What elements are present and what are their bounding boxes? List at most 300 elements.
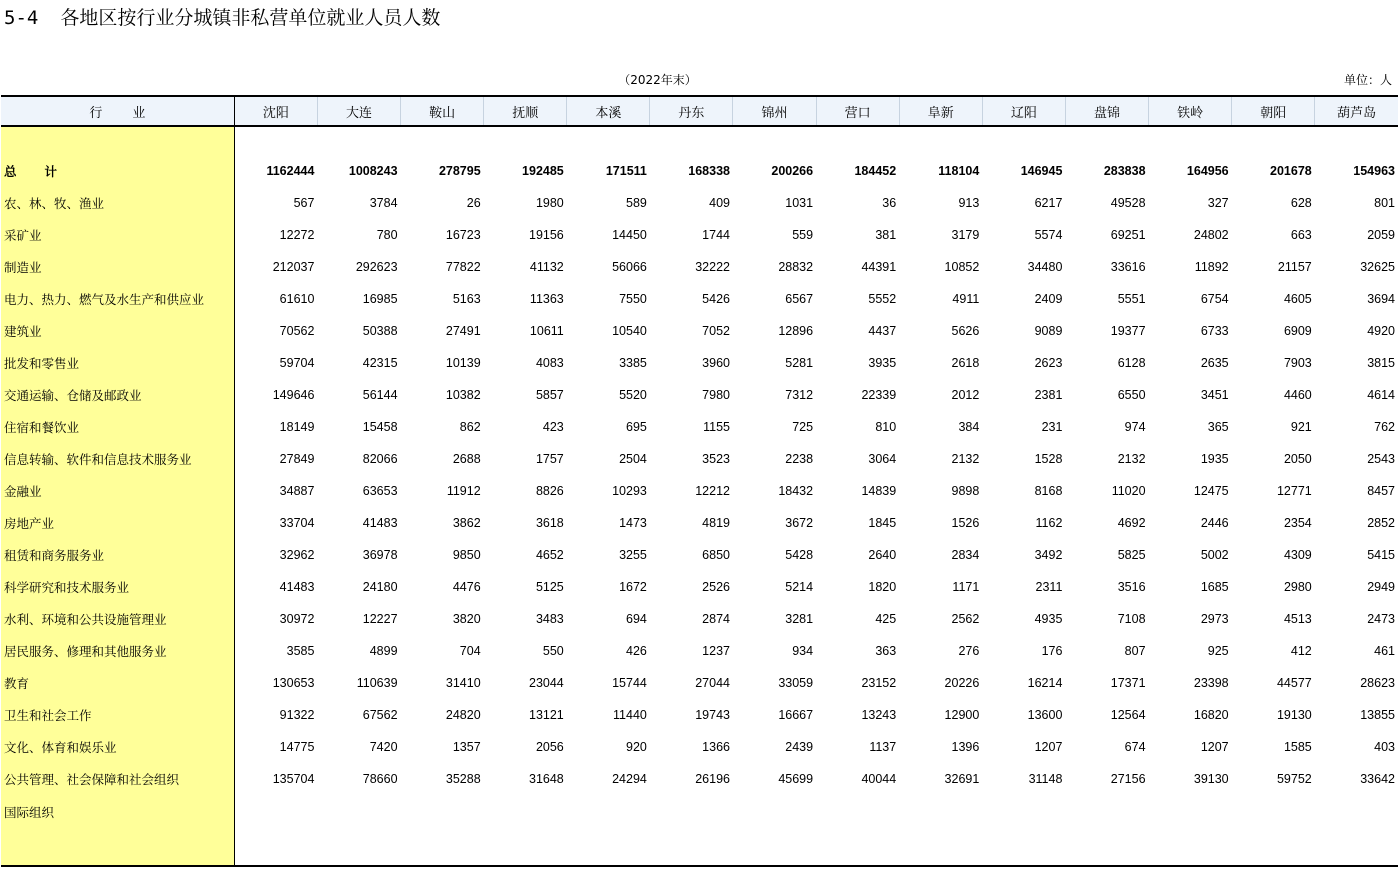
value-cell[interactable]: 1137 — [869, 740, 897, 754]
total-cell[interactable]: 146945 — [1020, 164, 1063, 178]
value-cell[interactable]: 42315 — [362, 356, 398, 370]
value-cell[interactable]: 3862 — [452, 516, 481, 530]
value-cell[interactable]: 24294 — [612, 772, 647, 786]
header-city[interactable]: 抚顺 — [484, 96, 567, 126]
value-cell[interactable]: 32625 — [1360, 260, 1395, 274]
value-cell[interactable]: 13243 — [861, 708, 897, 722]
value-cell[interactable]: 12896 — [778, 324, 814, 338]
value-cell[interactable]: 292623 — [355, 260, 398, 274]
value-cell[interactable]: 1357 — [452, 740, 481, 754]
value-cell[interactable]: 8826 — [535, 484, 564, 498]
value-cell[interactable]: 32691 — [944, 772, 980, 786]
total-label[interactable] — [1, 155, 234, 187]
value-cell[interactable]: 589 — [626, 196, 647, 210]
value-cell[interactable]: 426 — [626, 644, 647, 658]
value-cell[interactable]: 2354 — [1283, 516, 1312, 530]
total-cell[interactable]: 192485 — [522, 164, 564, 178]
value-cell[interactable]: 3492 — [1034, 548, 1063, 562]
value-cell[interactable]: 31148 — [1028, 772, 1063, 786]
industry-label[interactable]: 房地产业 — [1, 507, 234, 539]
value-cell[interactable]: 974 — [1124, 420, 1146, 434]
industry-label[interactable]: 卫生和社会工作 — [1, 699, 234, 731]
value-cell[interactable]: 2056 — [535, 740, 564, 754]
value-cell[interactable]: 24820 — [445, 708, 481, 722]
value-cell[interactable]: 425 — [875, 612, 897, 626]
value-cell[interactable]: 2473 — [1367, 612, 1395, 626]
value-cell[interactable]: 2949 — [1367, 580, 1395, 594]
value-cell[interactable]: 4652 — [535, 548, 564, 562]
value-cell[interactable]: 695 — [626, 420, 647, 434]
value-cell[interactable]: 1935 — [1200, 452, 1229, 466]
value-cell[interactable]: 36 — [882, 196, 897, 210]
value-cell[interactable]: 9089 — [1034, 324, 1063, 338]
value-cell[interactable]: 17371 — [1110, 676, 1146, 690]
value-cell[interactable]: 15744 — [612, 676, 647, 690]
value-cell[interactable]: 2640 — [868, 548, 897, 562]
value-cell[interactable]: 12564 — [1110, 708, 1146, 722]
spacer-cell[interactable] — [1149, 126, 1232, 155]
value-cell[interactable]: 41483 — [362, 516, 398, 530]
value-cell[interactable]: 4605 — [1283, 292, 1312, 306]
value-cell[interactable]: 365 — [1207, 420, 1229, 434]
value-cell[interactable]: 1528 — [1034, 452, 1063, 466]
value-cell[interactable]: 59704 — [279, 356, 315, 370]
industry-label[interactable]: 公共管理、社会保障和社会组织 — [1, 763, 234, 795]
value-cell[interactable]: 176 — [1041, 644, 1063, 658]
industry-label[interactable]: 住宿和餐饮业 — [1, 411, 234, 443]
value-cell[interactable]: 628 — [1290, 196, 1312, 210]
value-cell[interactable]: 4614 — [1367, 388, 1395, 402]
value-cell[interactable]: 27044 — [695, 676, 730, 690]
value-cell[interactable]: 13600 — [1027, 708, 1063, 722]
industry-label[interactable]: 交通运输、仓储及邮政业 — [1, 379, 234, 411]
industry-label[interactable]: 信息转输、软件和信息技术服务业 — [1, 443, 234, 475]
value-cell[interactable]: 5415 — [1367, 548, 1395, 562]
value-cell[interactable]: 12272 — [279, 228, 315, 242]
value-cell[interactable]: 1672 — [619, 580, 647, 594]
value-cell[interactable]: 381 — [875, 228, 897, 242]
value-cell[interactable]: 3694 — [1367, 292, 1395, 306]
value-cell[interactable]: 4513 — [1283, 612, 1312, 626]
value-cell[interactable]: 70562 — [279, 324, 315, 338]
value-cell[interactable]: 23044 — [529, 676, 564, 690]
value-cell[interactable]: 18149 — [279, 420, 315, 434]
industry-label[interactable]: 水利、环境和公共设施管理业 — [1, 603, 234, 635]
value-cell[interactable]: 4476 — [452, 580, 481, 594]
value-cell[interactable]: 16820 — [1193, 708, 1229, 722]
value-cell[interactable]: 11020 — [1111, 484, 1146, 498]
value-cell[interactable]: 2311 — [1035, 580, 1063, 594]
value-cell[interactable]: 32222 — [695, 260, 730, 274]
value-cell[interactable]: 1473 — [619, 516, 647, 530]
spacer-cell[interactable] — [1065, 126, 1148, 155]
header-city[interactable]: 盘锦 — [1065, 96, 1148, 126]
value-cell[interactable]: 807 — [1124, 644, 1146, 658]
value-cell[interactable]: 20226 — [944, 676, 980, 690]
industry-label[interactable]: 农、林、牧、渔业 — [1, 187, 234, 219]
value-cell[interactable]: 3064 — [868, 452, 897, 466]
value-cell[interactable]: 1031 — [785, 196, 814, 210]
spacer-cell[interactable] — [1, 126, 234, 155]
value-cell[interactable]: 5426 — [702, 292, 730, 306]
value-cell[interactable]: 16214 — [1027, 676, 1063, 690]
industry-label[interactable]: 国际组织 — [1, 795, 234, 866]
value-cell[interactable]: 33059 — [778, 676, 814, 690]
value-cell[interactable]: 63653 — [362, 484, 398, 498]
value-cell[interactable]: 61610 — [279, 292, 315, 306]
value-cell[interactable]: 10611 — [529, 324, 564, 338]
value-cell[interactable]: 384 — [958, 420, 980, 434]
value-cell[interactable]: 40044 — [861, 772, 897, 786]
value-cell[interactable]: 1685 — [1200, 580, 1229, 594]
value-cell[interactable]: 5857 — [535, 388, 564, 402]
value-cell[interactable]: 4935 — [1034, 612, 1063, 626]
industry-label[interactable]: 科学研究和技术服务业 — [1, 571, 234, 603]
value-cell[interactable]: 3385 — [619, 356, 647, 370]
value-cell[interactable]: 409 — [709, 196, 730, 210]
value-cell[interactable]: 8168 — [1034, 484, 1063, 498]
value-cell[interactable]: 3483 — [535, 612, 564, 626]
value-cell[interactable]: 56144 — [362, 388, 398, 402]
value-cell[interactable]: 780 — [376, 228, 398, 242]
value-cell[interactable]: 9898 — [951, 484, 980, 498]
value-cell[interactable]: 7052 — [702, 324, 730, 338]
value-cell[interactable]: 34887 — [279, 484, 315, 498]
value-cell[interactable]: 3179 — [951, 228, 980, 242]
value-cell[interactable]: 231 — [1041, 420, 1063, 434]
value-cell[interactable]: 1526 — [951, 516, 980, 530]
value-cell[interactable]: 32962 — [279, 548, 315, 562]
total-cell[interactable]: 278795 — [438, 164, 481, 178]
value-cell[interactable]: 663 — [1290, 228, 1312, 242]
value-cell[interactable]: 7108 — [1117, 612, 1146, 626]
value-cell[interactable]: 412 — [1290, 644, 1312, 658]
value-cell[interactable]: 41132 — [529, 260, 564, 274]
value-cell[interactable]: 59752 — [1276, 772, 1312, 786]
value-cell[interactable] — [1232, 795, 1315, 866]
value-cell[interactable]: 23398 — [1193, 676, 1229, 690]
value-cell[interactable]: 762 — [1374, 420, 1395, 434]
value-cell[interactable]: 423 — [542, 420, 564, 434]
value-cell[interactable]: 2381 — [1034, 388, 1063, 402]
value-cell[interactable]: 913 — [958, 196, 980, 210]
value-cell[interactable]: 19743 — [695, 708, 730, 722]
value-cell[interactable]: 2635 — [1200, 356, 1229, 370]
value-cell[interactable]: 2623 — [1034, 356, 1063, 370]
value-cell[interactable]: 12227 — [362, 612, 398, 626]
value-cell[interactable]: 24802 — [1193, 228, 1229, 242]
total-cell[interactable]: 201678 — [1270, 164, 1312, 178]
value-cell[interactable]: 31410 — [445, 676, 481, 690]
spacer-cell[interactable] — [317, 126, 400, 155]
value-cell[interactable]: 403 — [1374, 740, 1395, 754]
header-city[interactable]: 本溪 — [567, 96, 650, 126]
value-cell[interactable]: 2132 — [1117, 452, 1146, 466]
value-cell[interactable]: 3784 — [369, 196, 398, 210]
value-cell[interactable]: 5125 — [535, 580, 564, 594]
value-cell[interactable]: 50388 — [362, 324, 398, 338]
value-cell[interactable]: 14775 — [279, 740, 315, 754]
total-cell[interactable]: 171511 — [605, 164, 647, 178]
value-cell[interactable]: 33642 — [1360, 772, 1395, 786]
value-cell[interactable]: 15458 — [362, 420, 398, 434]
value-cell[interactable]: 28623 — [1360, 676, 1395, 690]
industry-label[interactable]: 采矿业 — [1, 219, 234, 251]
value-cell[interactable]: 33704 — [279, 516, 315, 530]
value-cell[interactable]: 77822 — [445, 260, 481, 274]
value-cell[interactable]: 16667 — [778, 708, 814, 722]
value-cell[interactable] — [567, 795, 650, 866]
value-cell[interactable]: 13121 — [529, 708, 564, 722]
value-cell[interactable]: 39130 — [1193, 772, 1229, 786]
value-cell[interactable]: 12212 — [695, 484, 730, 498]
value-cell[interactable]: 3523 — [702, 452, 730, 466]
total-cell[interactable]: 184452 — [854, 164, 897, 178]
value-cell[interactable]: 19156 — [529, 228, 564, 242]
value-cell[interactable]: 7903 — [1283, 356, 1312, 370]
value-cell[interactable]: 5214 — [785, 580, 814, 594]
value-cell[interactable]: 5428 — [785, 548, 814, 562]
value-cell[interactable]: 3618 — [535, 516, 564, 530]
value-cell[interactable]: 2980 — [1283, 580, 1312, 594]
industry-label[interactable]: 建筑业 — [1, 315, 234, 347]
value-cell[interactable]: 4920 — [1367, 324, 1395, 338]
value-cell[interactable]: 1820 — [868, 580, 897, 594]
value-cell[interactable]: 461 — [1374, 644, 1395, 658]
value-cell[interactable] — [816, 795, 899, 866]
value-cell[interactable] — [484, 795, 567, 866]
value-cell[interactable] — [1065, 795, 1148, 866]
value-cell[interactable]: 1980 — [535, 196, 564, 210]
industry-label[interactable]: 金融业 — [1, 475, 234, 507]
value-cell[interactable]: 10382 — [445, 388, 481, 402]
value-cell[interactable]: 2446 — [1200, 516, 1229, 530]
value-cell[interactable]: 704 — [459, 644, 481, 658]
value-cell[interactable]: 6754 — [1200, 292, 1229, 306]
spacer-cell[interactable] — [1232, 126, 1315, 155]
value-cell[interactable]: 801 — [1374, 196, 1395, 210]
value-cell[interactable]: 10852 — [944, 260, 980, 274]
value-cell[interactable]: 2050 — [1283, 452, 1312, 466]
value-cell[interactable]: 2409 — [1034, 292, 1063, 306]
spacer-cell[interactable] — [816, 126, 899, 155]
value-cell[interactable]: 12900 — [944, 708, 980, 722]
value-cell[interactable]: 18432 — [778, 484, 814, 498]
value-cell[interactable]: 30972 — [279, 612, 315, 626]
value-cell[interactable]: 1366 — [702, 740, 730, 754]
value-cell[interactable]: 2132 — [951, 452, 980, 466]
value-cell[interactable]: 7980 — [702, 388, 730, 402]
value-cell[interactable]: 14450 — [612, 228, 647, 242]
value-cell[interactable]: 11912 — [446, 484, 481, 498]
value-cell[interactable]: 21157 — [1277, 260, 1312, 274]
value-cell[interactable]: 2238 — [785, 452, 814, 466]
value-cell[interactable]: 2874 — [702, 612, 730, 626]
spacer-cell[interactable] — [650, 126, 733, 155]
value-cell[interactable]: 31648 — [529, 772, 564, 786]
value-cell[interactable] — [899, 795, 982, 866]
value-cell[interactable]: 4309 — [1283, 548, 1312, 562]
value-cell[interactable]: 110639 — [356, 676, 398, 690]
value-cell[interactable]: 6850 — [702, 548, 730, 562]
total-cell[interactable]: 1162444 — [266, 164, 315, 178]
value-cell[interactable]: 1585 — [1283, 740, 1312, 754]
value-cell[interactable]: 78660 — [362, 772, 398, 786]
value-cell[interactable]: 7550 — [619, 292, 647, 306]
value-cell[interactable]: 4819 — [702, 516, 730, 530]
value-cell[interactable]: 3281 — [785, 612, 814, 626]
value-cell[interactable]: 2973 — [1200, 612, 1229, 626]
value-cell[interactable]: 2439 — [785, 740, 814, 754]
value-cell[interactable]: 567 — [293, 196, 315, 210]
header-city[interactable]: 沈阳 — [234, 96, 317, 126]
value-cell[interactable]: 26196 — [695, 772, 730, 786]
value-cell[interactable] — [1315, 795, 1398, 866]
spacer-cell[interactable] — [982, 126, 1065, 155]
value-cell[interactable]: 725 — [792, 420, 814, 434]
total-cell[interactable]: 1008243 — [348, 164, 398, 178]
total-cell[interactable]: 164956 — [1186, 164, 1229, 178]
spacer-cell[interactable] — [1315, 126, 1398, 155]
value-cell[interactable]: 1155 — [703, 420, 730, 434]
value-cell[interactable]: 3451 — [1200, 388, 1229, 402]
value-cell[interactable]: 12475 — [1193, 484, 1229, 498]
value-cell[interactable] — [982, 795, 1065, 866]
value-cell[interactable]: 44391 — [861, 260, 897, 274]
value-cell[interactable]: 3960 — [702, 356, 730, 370]
total-cell[interactable]: 283838 — [1103, 164, 1146, 178]
value-cell[interactable]: 2059 — [1367, 228, 1395, 242]
value-cell[interactable]: 5626 — [951, 324, 980, 338]
value-cell[interactable]: 11440 — [613, 708, 647, 722]
value-cell[interactable]: 4437 — [868, 324, 897, 338]
value-cell[interactable]: 6217 — [1034, 196, 1063, 210]
value-cell[interactable]: 810 — [875, 420, 897, 434]
value-cell[interactable]: 19130 — [1276, 708, 1312, 722]
value-cell[interactable]: 1845 — [868, 516, 897, 530]
value-cell[interactable]: 27849 — [279, 452, 315, 466]
value-cell[interactable]: 10139 — [445, 356, 481, 370]
total-cell[interactable]: 200266 — [771, 164, 814, 178]
value-cell[interactable]: 135704 — [272, 772, 315, 786]
total-cell[interactable]: 118104 — [938, 164, 980, 178]
value-cell[interactable] — [650, 795, 733, 866]
value-cell[interactable]: 2852 — [1367, 516, 1395, 530]
value-cell[interactable]: 12771 — [1276, 484, 1312, 498]
value-cell[interactable]: 13855 — [1360, 708, 1395, 722]
value-cell[interactable]: 925 — [1207, 644, 1229, 658]
value-cell[interactable] — [317, 795, 400, 866]
value-cell[interactable]: 5281 — [785, 356, 814, 370]
header-industry[interactable]: 行业 — [1, 96, 234, 126]
value-cell[interactable]: 4911 — [952, 292, 980, 306]
value-cell[interactable]: 5520 — [619, 388, 647, 402]
value-cell[interactable]: 19377 — [1110, 324, 1146, 338]
value-cell[interactable]: 3820 — [452, 612, 481, 626]
value-cell[interactable]: 1237 — [702, 644, 730, 658]
value-cell[interactable]: 2543 — [1367, 452, 1395, 466]
value-cell[interactable]: 7420 — [369, 740, 398, 754]
header-city[interactable]: 营口 — [816, 96, 899, 126]
value-cell[interactable]: 1744 — [702, 228, 730, 242]
value-cell[interactable]: 4899 — [369, 644, 398, 658]
value-cell[interactable]: 862 — [459, 420, 481, 434]
value-cell[interactable]: 6733 — [1200, 324, 1229, 338]
value-cell[interactable]: 82066 — [362, 452, 398, 466]
header-city[interactable]: 鞍山 — [401, 96, 484, 126]
value-cell[interactable]: 33616 — [1110, 260, 1146, 274]
value-cell[interactable]: 2526 — [702, 580, 730, 594]
value-cell[interactable]: 9850 — [452, 548, 481, 562]
value-cell[interactable]: 5551 — [1117, 292, 1146, 306]
value-cell[interactable]: 5574 — [1034, 228, 1063, 242]
value-cell[interactable]: 10293 — [612, 484, 647, 498]
value-cell[interactable]: 3516 — [1117, 580, 1146, 594]
value-cell[interactable]: 2834 — [951, 548, 980, 562]
value-cell[interactable]: 5825 — [1117, 548, 1146, 562]
value-cell[interactable]: 67562 — [362, 708, 398, 722]
value-cell[interactable]: 26 — [466, 196, 481, 210]
value-cell[interactable]: 5552 — [868, 292, 897, 306]
industry-label[interactable]: 租赁和商务服务业 — [1, 539, 234, 571]
value-cell[interactable]: 44577 — [1276, 676, 1312, 690]
value-cell[interactable]: 920 — [626, 740, 647, 754]
value-cell[interactable]: 23152 — [861, 676, 897, 690]
value-cell[interactable]: 14839 — [861, 484, 897, 498]
total-cell[interactable]: 154963 — [1353, 164, 1395, 178]
spacer-cell[interactable] — [234, 126, 317, 155]
header-city[interactable]: 葫芦岛 — [1315, 96, 1398, 126]
value-cell[interactable]: 1207 — [1034, 740, 1063, 754]
value-cell[interactable]: 2562 — [951, 612, 980, 626]
value-cell[interactable]: 550 — [542, 644, 564, 658]
value-cell[interactable]: 7312 — [785, 388, 814, 402]
header-city[interactable]: 阜新 — [899, 96, 982, 126]
value-cell[interactable]: 49528 — [1110, 196, 1146, 210]
value-cell[interactable]: 8457 — [1367, 484, 1395, 498]
value-cell[interactable]: 4083 — [535, 356, 564, 370]
value-cell[interactable]: 24180 — [362, 580, 398, 594]
value-cell[interactable] — [234, 795, 317, 866]
value-cell[interactable]: 363 — [875, 644, 897, 658]
value-cell[interactable]: 1757 — [535, 452, 564, 466]
value-cell[interactable]: 35288 — [445, 772, 481, 786]
value-cell[interactable]: 27491 — [445, 324, 481, 338]
value-cell[interactable]: 45699 — [778, 772, 814, 786]
value-cell[interactable]: 2618 — [951, 356, 980, 370]
value-cell[interactable]: 921 — [1290, 420, 1312, 434]
industry-label[interactable]: 批发和零售业 — [1, 347, 234, 379]
value-cell[interactable]: 16723 — [445, 228, 481, 242]
value-cell[interactable]: 28832 — [778, 260, 814, 274]
value-cell[interactable]: 3935 — [868, 356, 897, 370]
value-cell[interactable]: 694 — [626, 612, 647, 626]
value-cell[interactable]: 6909 — [1283, 324, 1312, 338]
spacer-cell[interactable] — [733, 126, 816, 155]
value-cell[interactable]: 3255 — [619, 548, 647, 562]
spacer-cell[interactable] — [484, 126, 567, 155]
value-cell[interactable] — [401, 795, 484, 866]
industry-label[interactable]: 电力、热力、燃气及水生产和供应业 — [1, 283, 234, 315]
value-cell[interactable]: 3815 — [1367, 356, 1395, 370]
value-cell[interactable]: 11892 — [1194, 260, 1229, 274]
header-city[interactable]: 丹东 — [650, 96, 733, 126]
value-cell[interactable]: 2688 — [452, 452, 481, 466]
value-cell[interactable]: 149646 — [272, 388, 315, 402]
value-cell[interactable]: 5163 — [452, 292, 481, 306]
spacer-cell[interactable] — [567, 126, 650, 155]
value-cell[interactable] — [1149, 795, 1232, 866]
